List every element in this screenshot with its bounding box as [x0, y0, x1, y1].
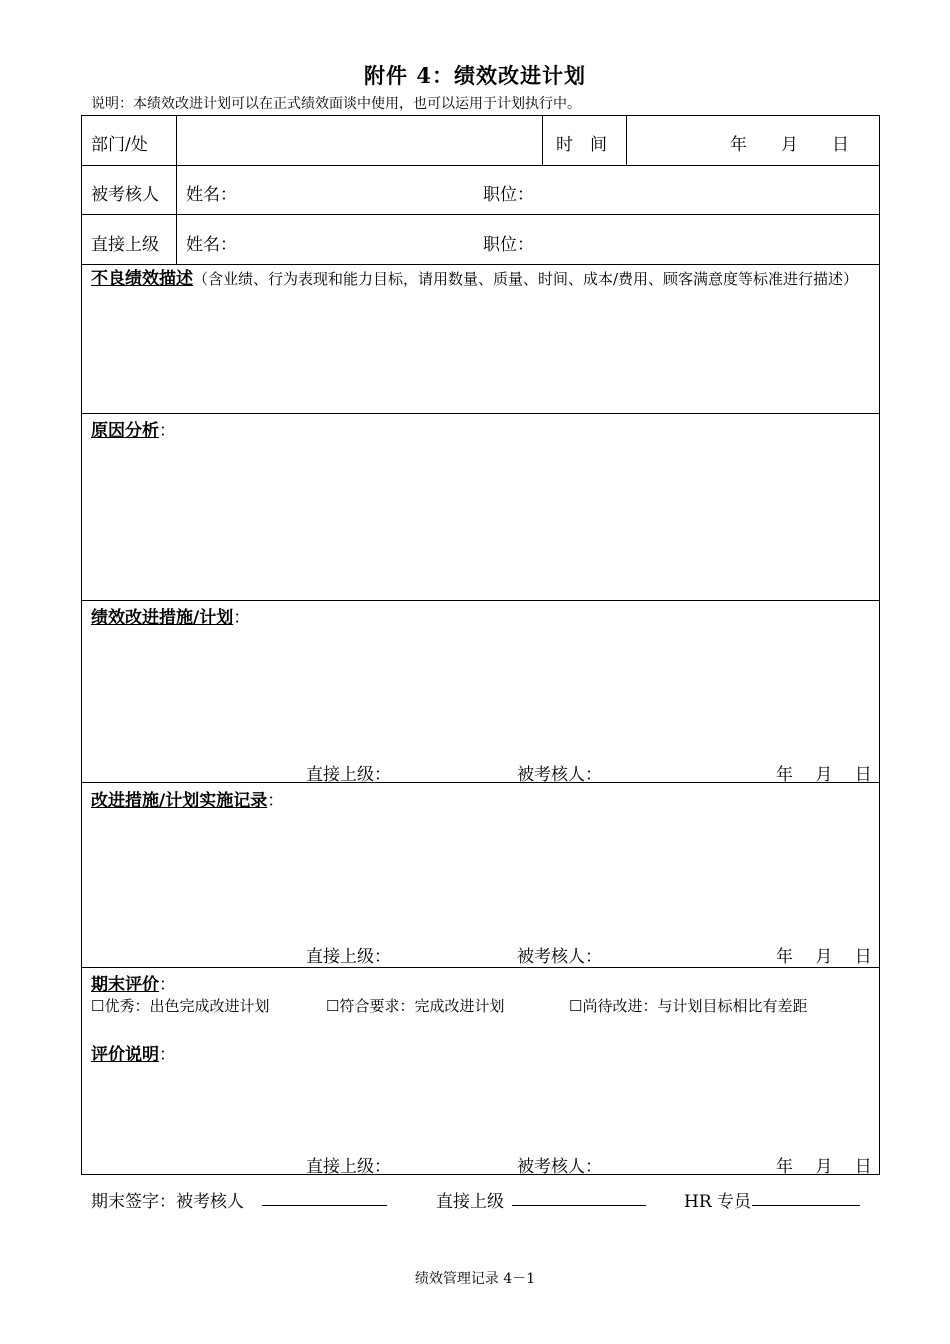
- implementation-record-title: 改进措施/计划实施记录: [91, 791, 268, 811]
- colon: ：: [233, 608, 251, 628]
- evaluation-remark-title: 评价说明: [91, 1045, 159, 1065]
- row-divider: [81, 165, 880, 166]
- row-divider: [81, 214, 880, 215]
- dept-field[interactable]: [180, 118, 540, 162]
- colon: ：: [159, 421, 176, 441]
- option-excellent-checkbox[interactable]: ☐优秀：出色完成改进计划: [91, 997, 270, 1015]
- poor-performance-title: 不良绩效描述: [91, 269, 193, 289]
- col-divider: [626, 115, 627, 165]
- page-footer: 绩效管理记录 4－1: [414, 1271, 536, 1287]
- colon: ：: [159, 975, 176, 995]
- evaluation-remark-header: [91, 1040, 176, 1065]
- cause-analysis-header: [91, 416, 176, 441]
- time-label: 时 间: [556, 135, 607, 155]
- supervisor-sign-label: 直接上级：: [306, 765, 391, 785]
- final-signature-label: 期末签字：被考核人: [91, 1192, 244, 1212]
- instruction-note: 说明：本绩效改进计划可以在正式绩效面谈中使用，也可以运用于计划执行中。: [91, 96, 581, 112]
- date-field[interactable]: 年 月 日: [730, 135, 849, 155]
- col-divider: [176, 115, 177, 264]
- improvement-measures-title: 绩效改进措施/计划: [91, 608, 234, 628]
- sign-date: 年 月 日: [776, 1157, 872, 1177]
- supervisor-label: 直接上级: [91, 235, 159, 255]
- row-divider: [81, 413, 880, 414]
- supervisor-name-label: 姓名：: [186, 235, 237, 255]
- supervisor-position-label: 职位：: [483, 235, 534, 255]
- final-evaluation-header: [91, 970, 176, 995]
- dept-label: 部门/处: [91, 135, 148, 155]
- assessee-sign-label: 被考核人：: [517, 1157, 602, 1177]
- supervisor-sign-label: 直接上级：: [306, 947, 391, 967]
- assessee-signature-blank[interactable]: [262, 1187, 387, 1206]
- col-divider: [542, 115, 543, 165]
- colon: ：: [267, 791, 285, 811]
- page-title: 附件 4：绩效改进计划: [364, 63, 586, 88]
- row-divider: [81, 264, 880, 265]
- row-divider: [81, 600, 880, 601]
- assessee-label: 被考核人: [91, 185, 159, 205]
- supervisor-signature-blank[interactable]: [512, 1187, 646, 1206]
- final-evaluation-title: 期末评价: [91, 975, 159, 995]
- final-supervisor-label: 直接上级: [436, 1192, 504, 1212]
- row-divider: [81, 967, 880, 968]
- poor-performance-hint: （含业绩、行为表现和能力目标，请用数量、质量、时间、成本/费用、顾客满意度等标准进行描述）: [193, 270, 859, 288]
- improvement-measures-header: [91, 603, 250, 628]
- poor-performance-section: [91, 268, 876, 291]
- option-meets-checkbox[interactable]: ☐符合要求：完成改进计划: [326, 997, 505, 1015]
- implementation-record-header: [91, 786, 284, 811]
- hr-label: HR 专员: [684, 1192, 752, 1212]
- sign-date: 年 月 日: [776, 765, 872, 785]
- assessee-sign-label: 被考核人：: [517, 947, 602, 967]
- sign-date: 年 月 日: [776, 947, 872, 967]
- assessee-position-label: 职位：: [483, 185, 534, 205]
- cause-analysis-title: 原因分析: [91, 421, 159, 441]
- row-divider: [81, 782, 880, 783]
- option-needs-improvement-checkbox[interactable]: ☐尚待改进：与计划目标相比有差距: [569, 997, 808, 1015]
- colon: ：: [159, 1045, 176, 1065]
- assessee-name-label: 姓名：: [186, 185, 237, 205]
- assessee-sign-label: 被考核人：: [517, 765, 602, 785]
- supervisor-sign-label: 直接上级：: [306, 1157, 391, 1177]
- hr-signature-blank[interactable]: [752, 1187, 860, 1206]
